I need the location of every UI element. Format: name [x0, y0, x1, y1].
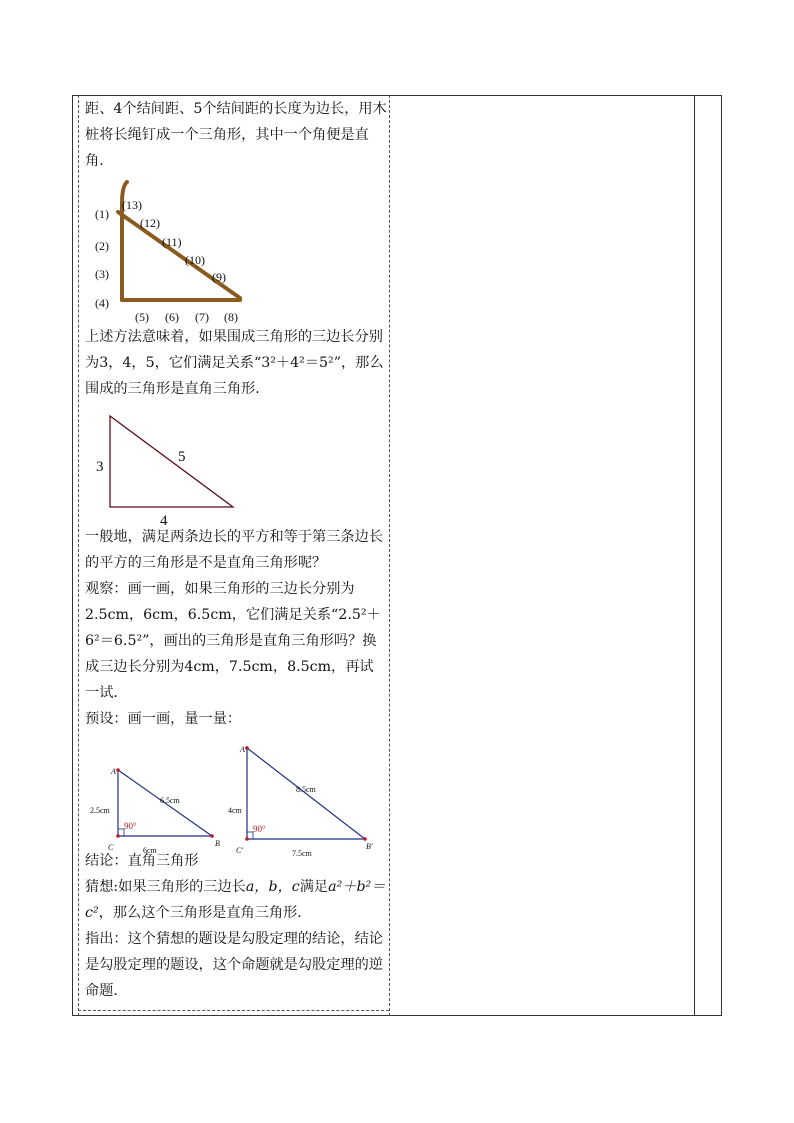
vertex-b-prime-label: B′	[366, 842, 373, 851]
triangle-345-drawing	[85, 402, 387, 524]
lesson-content	[85, 96, 387, 1004]
rope-label: (6)	[165, 310, 179, 324]
paragraph-question: 一般地，满足两条边长的平方和等于第三条边长的平方的三角形是不是直角三角形呢？	[85, 529, 383, 571]
conjecture-text-mid: 满足	[299, 879, 329, 895]
rope-label: (10)	[185, 253, 205, 267]
paragraph-point-out: 指出：这个猜想的题设是勾股定理的结论，结论是勾股定理的题设，这个命题就是勾股定理的逆命题．	[85, 931, 383, 999]
rope-label: (9)	[212, 270, 226, 284]
rope-label: (13)	[122, 198, 142, 212]
measured-triangles-figure	[85, 732, 387, 858]
side-c-label: 5	[178, 449, 186, 465]
rope-label: (12)	[140, 216, 160, 230]
table-bottom-border	[72, 1015, 722, 1016]
conjecture-variables: a，b，c	[245, 879, 300, 895]
paragraph-rope-method: 距、4个结间距、5个结间距的长度为边长，用木桩将长绳钉成一个三角形，其中一个角便是直角．	[85, 101, 387, 169]
rope-label: (4)	[95, 296, 109, 310]
triangle-345-figure	[85, 402, 387, 529]
rope-label: (1)	[95, 207, 109, 221]
conjecture-equation: a²＋b²＝c²	[85, 879, 386, 921]
cell-inner-bottom-border	[78, 1010, 389, 1011]
side-ac-prime-label: 4cm	[228, 806, 242, 815]
conjecture-text-start: 猜想:如果三角形的三边长	[85, 879, 246, 895]
paragraph-conjecture	[85, 874, 387, 926]
right-angle-label: 90°	[124, 821, 137, 831]
paragraph-345: 上述方法意味着，如果围成三角形的三边长分别为3，4，5，它们满足关系“3²＋4²＝5²”，那么围成的三角形是直角三角形．	[85, 329, 384, 397]
rope-label: (3)	[95, 267, 109, 281]
vertex-b-label: B	[215, 839, 220, 848]
cell-divider	[389, 95, 390, 1016]
side-ab-label: 6.5cm	[160, 796, 180, 805]
paragraph-preset: 预设：画一画，量一量：	[85, 711, 242, 727]
table-left-border	[72, 95, 73, 1016]
vertex-a-label: A	[111, 767, 116, 776]
cell-divider-right	[694, 95, 695, 1016]
right-angle-prime-label: 90°	[253, 824, 266, 834]
rope-label: (5)	[135, 310, 149, 324]
side-bc-label: 6cm	[143, 846, 157, 855]
cell-inner-left-border	[78, 95, 79, 1016]
knotted-rope-figure	[85, 174, 387, 324]
rope-label: (7)	[195, 310, 209, 324]
vertex-c-label: C	[108, 843, 114, 852]
side-a-label: 3	[96, 459, 104, 475]
side-bc-prime-label: 7.5cm	[292, 849, 312, 858]
side-ac-label: 2.5cm	[90, 806, 110, 815]
paragraph-conclusion: 结论：直角三角形	[85, 853, 199, 869]
table-right-border	[721, 95, 722, 1016]
vertex-c-prime-label: C′	[236, 846, 244, 855]
rope-label: (8)	[224, 310, 238, 324]
rope-label: (11)	[162, 235, 182, 249]
rope-label: (2)	[95, 239, 109, 253]
side-b-label: 4	[160, 513, 168, 529]
conjecture-text-end: ，那么这个三角形是直角三角形．	[98, 905, 312, 921]
vertex-a-prime-label: A′	[240, 745, 247, 754]
side-ab-prime-label: 8.5cm	[296, 785, 316, 794]
paragraph-observe: 观察：画一画，如果三角形的三边长分别为2.5cm，6cm，6.5cm，它们满足关系“2.5²＋6²＝6.5²”，画出的三角形是直角三角形吗？换成三边长分别为4cm，7.5cm，8.5cm，再试一试．	[85, 581, 381, 701]
